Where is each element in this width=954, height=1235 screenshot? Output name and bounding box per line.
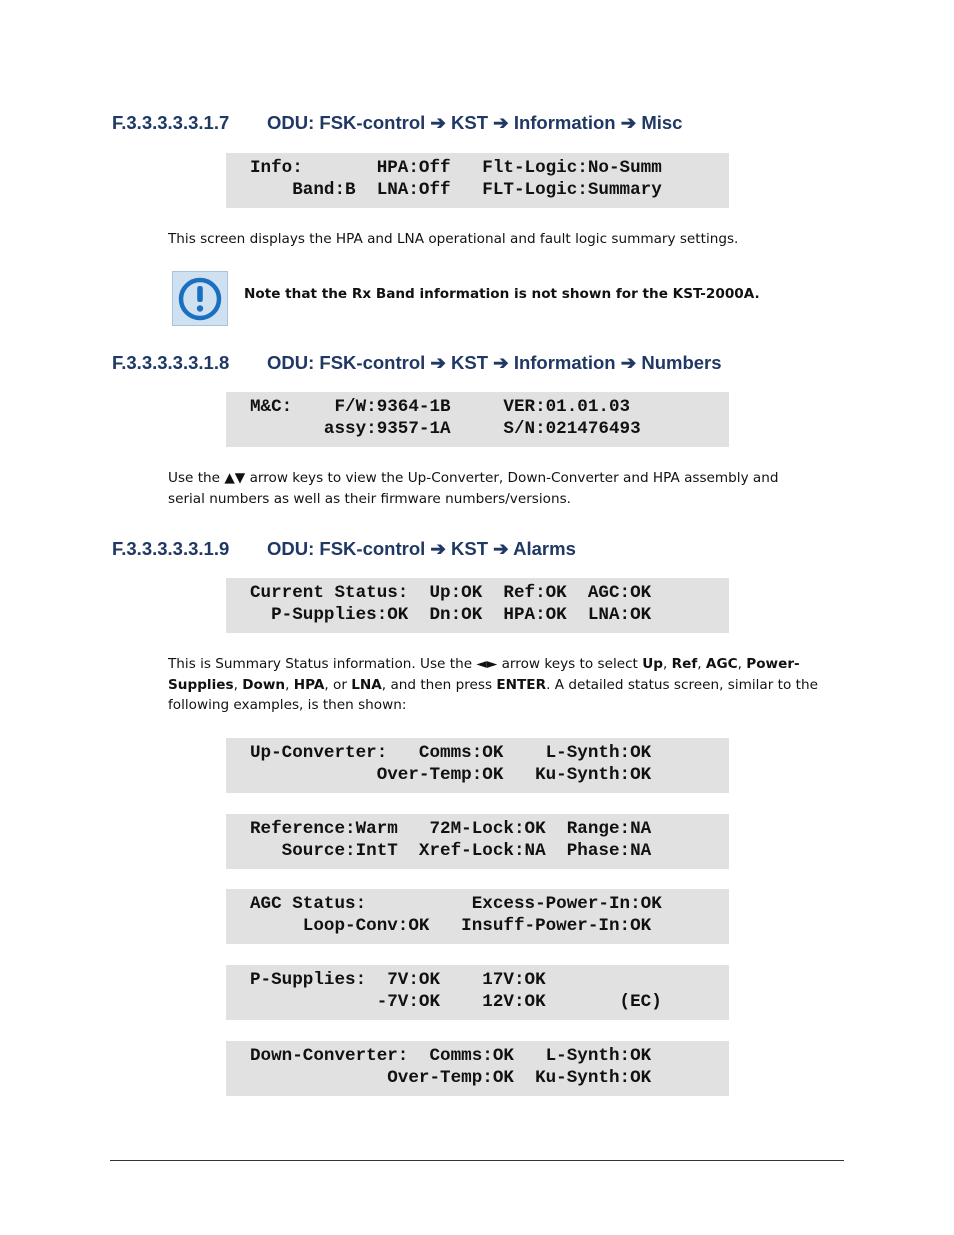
lcd-display-alarms	[226, 578, 729, 633]
lcd-line: Source:IntT Xref-Lock:NA Phase:NA	[250, 840, 652, 861]
lcd-line: -7V:OK 12V:OK (EC)	[250, 991, 662, 1012]
lcd-display-agc	[226, 889, 729, 944]
numbers-description: Use the ▲▼ arrow keys to view the Up-Converter, Down-Converter and HPA assembly and serial numbers as well as their firmware numbers/versions.	[168, 470, 779, 507]
lcd-line: Current Status: Up:OK Ref:OK AGC:OK	[250, 583, 652, 603]
section-heading-alarms	[112, 538, 576, 560]
lcd-line: M&C: F/W:9364-1B VER:01.01.03	[250, 397, 631, 417]
section-title: ODU: FSK-control ➔ KST ➔ Alarms	[267, 538, 576, 559]
lcd-line: Info: HPA:Off Flt-Logic:No-Summ	[250, 158, 662, 178]
lcd-line: AGC Status: Excess-Power-In:OK	[250, 894, 662, 914]
lcd-display-power-supplies	[226, 965, 729, 1020]
section-heading-numbers	[112, 352, 722, 374]
footer-divider	[110, 1160, 844, 1161]
lcd-display-up-converter	[226, 738, 729, 793]
lcd-display-down-converter	[226, 1041, 729, 1096]
lcd-line: assy:9357-1A S/N:021476493	[250, 418, 641, 439]
lcd-display-reference	[226, 814, 729, 869]
section-title: ODU: FSK-control ➔ KST ➔ Information ➔ Misc	[267, 112, 683, 133]
lcd-line: Up-Converter: Comms:OK L-Synth:OK	[250, 743, 652, 763]
section-title: ODU: FSK-control ➔ KST ➔ Information ➔ Numbers	[267, 352, 722, 373]
misc-description: This screen displays the HPA and LNA operational and fault logic summary settings.	[168, 231, 739, 247]
lcd-line: Loop-Conv:OK Insuff-Power-In:OK	[250, 915, 652, 936]
lcd-line: Reference:Warm 72M-Lock:OK Range:NA	[250, 819, 652, 839]
section-heading-misc	[112, 112, 682, 134]
lcd-line: Band:B LNA:Off FLT-Logic:Summary	[250, 179, 662, 200]
lcd-line: Down-Converter: Comms:OK L-Synth:OK	[250, 1046, 652, 1066]
lcd-line: Over-Temp:OK Ku-Synth:OK	[250, 764, 652, 785]
lcd-line: P-Supplies:OK Dn:OK HPA:OK LNA:OK	[250, 604, 652, 625]
section-number: F.3.3.3.3.3.1.8	[112, 352, 230, 373]
lcd-line: Over-Temp:OK Ku-Synth:OK	[250, 1067, 652, 1088]
section-number: F.3.3.3.3.3.1.9	[112, 538, 230, 559]
lcd-display-misc	[226, 153, 729, 208]
exclamation-circle-icon	[172, 271, 228, 326]
section-number: F.3.3.3.3.3.1.7	[112, 112, 230, 133]
lcd-display-numbers	[226, 392, 729, 447]
note-text: Note that the Rx Band information is not shown for the KST-2000A.	[244, 286, 760, 302]
alarms-description: This is Summary Status information. Use the ◄► arrow keys to select Up, Ref, AGC, Power-Supplies, Down, HPA, or LNA, and then press ENTER. A detailed status screen, similar to the following examples, is then shown:	[168, 656, 818, 713]
lcd-line: P-Supplies: 7V:OK 17V:OK	[250, 970, 546, 990]
